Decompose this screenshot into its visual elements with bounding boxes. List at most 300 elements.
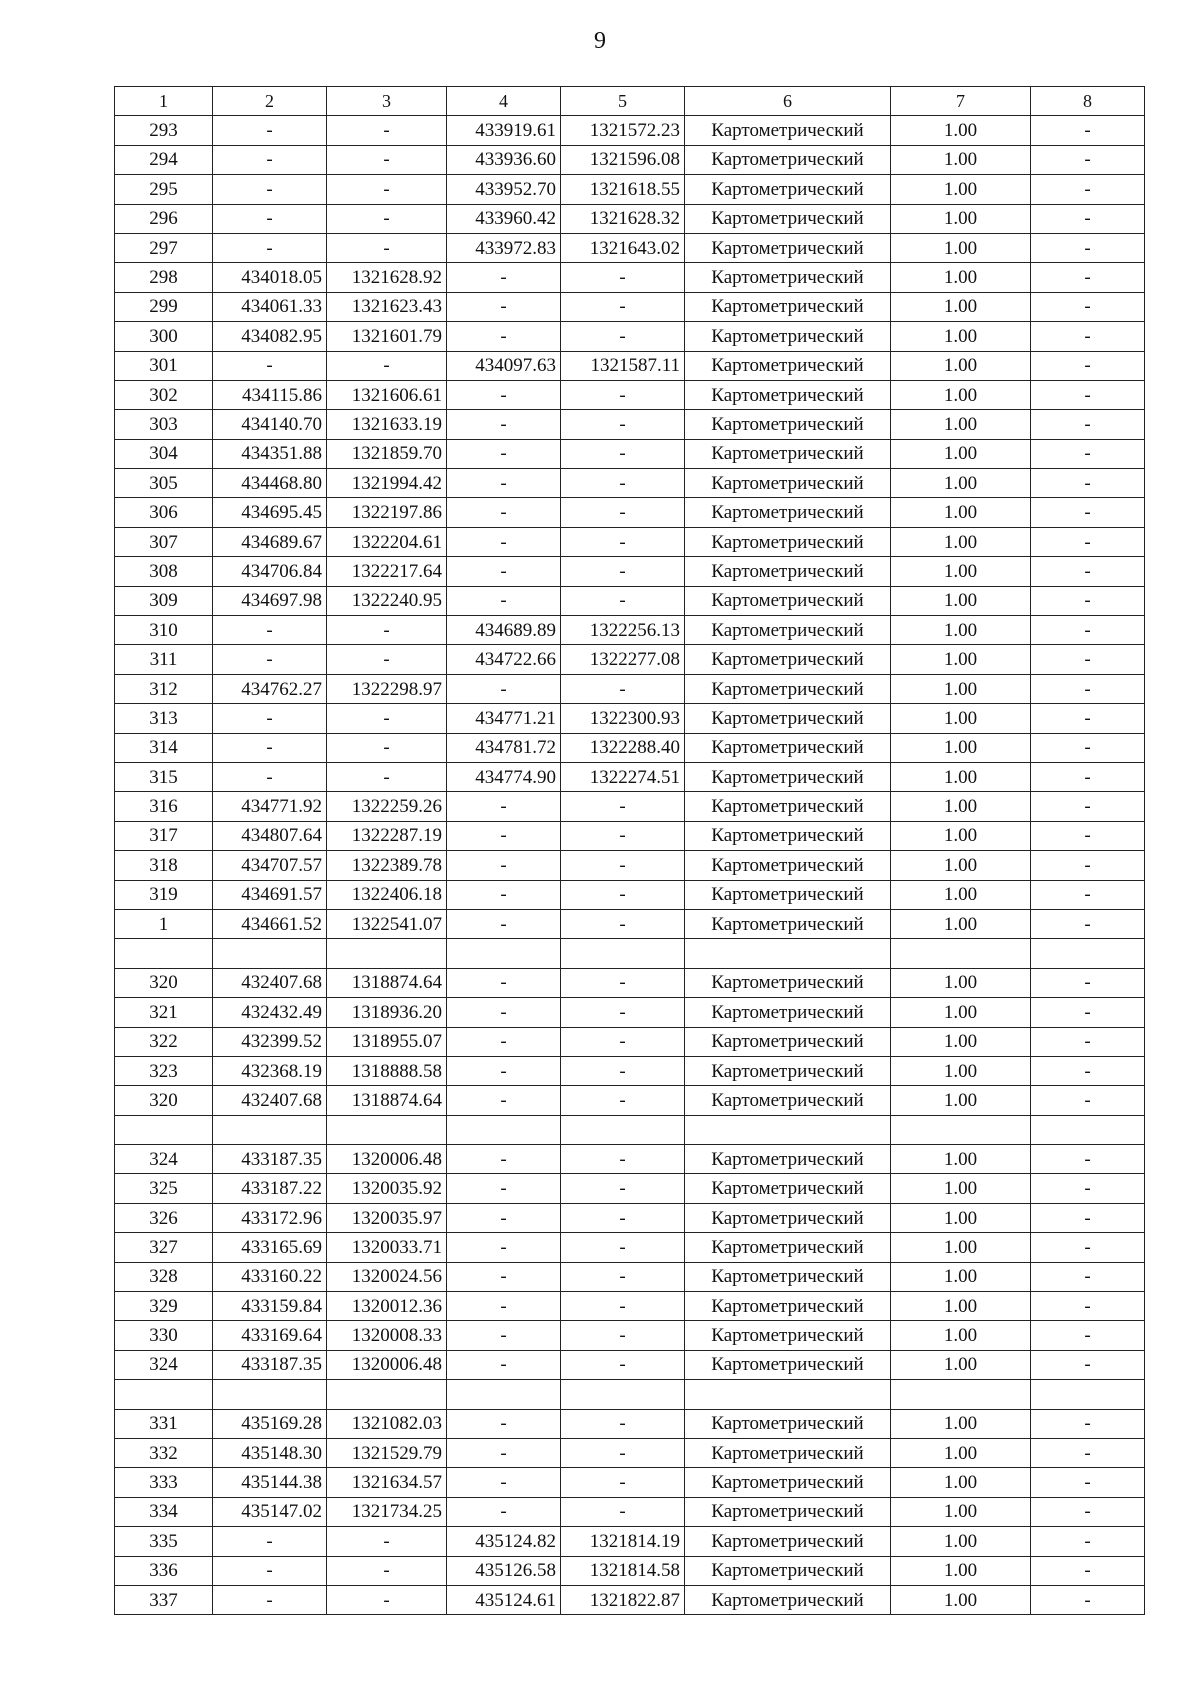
x-coordinate-cell: -: [213, 145, 327, 174]
x-coordinate-alt-cell: 433936.60: [447, 145, 561, 174]
point-number-cell: 300: [115, 322, 213, 351]
y-coordinate-cell: 1321623.43: [327, 292, 447, 321]
y-coordinate-cell: 1320035.97: [327, 1203, 447, 1232]
x-coordinate-alt-cell: -: [447, 263, 561, 292]
y-coordinate-cell: 1320033.71: [327, 1233, 447, 1262]
method-cell: Картометрический: [685, 292, 891, 321]
x-coordinate-alt-cell: -: [447, 1409, 561, 1438]
accuracy-cell: 1.00: [891, 1409, 1031, 1438]
note-cell: -: [1031, 439, 1145, 468]
y-coordinate-alt-cell: 1321814.58: [561, 1556, 685, 1585]
table-row: [115, 968, 1145, 997]
y-coordinate-alt-cell: -: [561, 1086, 685, 1115]
x-coordinate-cell: 434140.70: [213, 410, 327, 439]
note-cell: -: [1031, 821, 1145, 850]
note-cell: [1031, 1380, 1145, 1409]
note-cell: -: [1031, 1556, 1145, 1585]
y-coordinate-alt-cell: -: [561, 880, 685, 909]
x-coordinate-cell: 434018.05: [213, 263, 327, 292]
y-coordinate-cell: -: [327, 733, 447, 762]
accuracy-cell: 1.00: [891, 792, 1031, 821]
x-coordinate-alt-cell: -: [447, 557, 561, 586]
y-coordinate-cell: [327, 939, 447, 968]
header-cell: 7: [891, 87, 1031, 116]
note-cell: -: [1031, 498, 1145, 527]
note-cell: -: [1031, 586, 1145, 615]
y-coordinate-cell: 1322240.95: [327, 586, 447, 615]
point-number-cell: 335: [115, 1527, 213, 1556]
table-row: [115, 1115, 1145, 1144]
method-cell: Картометрический: [685, 1262, 891, 1291]
accuracy-cell: 1.00: [891, 498, 1031, 527]
y-coordinate-alt-cell: -: [561, 498, 685, 527]
point-number-cell: 332: [115, 1438, 213, 1467]
note-cell: -: [1031, 1350, 1145, 1379]
x-coordinate-alt-cell: 435124.61: [447, 1585, 561, 1614]
table-row: [115, 1174, 1145, 1203]
y-coordinate-alt-cell: 1321643.02: [561, 233, 685, 262]
method-cell: Картометрический: [685, 733, 891, 762]
y-coordinate-alt-cell: 1322256.13: [561, 616, 685, 645]
y-coordinate-alt-cell: -: [561, 1321, 685, 1350]
x-coordinate-alt-cell: -: [447, 1292, 561, 1321]
x-coordinate-cell: 433187.22: [213, 1174, 327, 1203]
y-coordinate-alt-cell: 1322288.40: [561, 733, 685, 762]
note-cell: -: [1031, 1086, 1145, 1115]
header-cell: 5: [561, 87, 685, 116]
point-number-cell: 298: [115, 263, 213, 292]
note-cell: -: [1031, 1262, 1145, 1291]
y-coordinate-alt-cell: 1321822.87: [561, 1585, 685, 1614]
note-cell: -: [1031, 1292, 1145, 1321]
point-number-cell: 304: [115, 439, 213, 468]
accuracy-cell: 1.00: [891, 968, 1031, 997]
method-cell: [685, 939, 891, 968]
point-number-cell: 296: [115, 204, 213, 233]
y-coordinate-cell: 1320012.36: [327, 1292, 447, 1321]
accuracy-cell: [891, 939, 1031, 968]
y-coordinate-cell: 1322298.97: [327, 674, 447, 703]
y-coordinate-cell: -: [327, 204, 447, 233]
x-coordinate-cell: 432399.52: [213, 1027, 327, 1056]
table-row: [115, 1086, 1145, 1115]
y-coordinate-alt-cell: -: [561, 674, 685, 703]
y-coordinate-alt-cell: -: [561, 1497, 685, 1526]
method-cell: Картометрический: [685, 1056, 891, 1085]
x-coordinate-alt-cell: [447, 939, 561, 968]
point-number-cell: 293: [115, 116, 213, 145]
y-coordinate-cell: 1321529.79: [327, 1438, 447, 1467]
accuracy-cell: 1.00: [891, 175, 1031, 204]
x-coordinate-alt-cell: -: [447, 968, 561, 997]
x-coordinate-alt-cell: -: [447, 674, 561, 703]
x-coordinate-cell: 433159.84: [213, 1292, 327, 1321]
x-coordinate-cell: 434807.64: [213, 821, 327, 850]
y-coordinate-cell: -: [327, 1527, 447, 1556]
y-coordinate-cell: 1321994.42: [327, 469, 447, 498]
y-coordinate-cell: -: [327, 145, 447, 174]
y-coordinate-alt-cell: 1321618.55: [561, 175, 685, 204]
accuracy-cell: [891, 1380, 1031, 1409]
x-coordinate-cell: -: [213, 645, 327, 674]
y-coordinate-cell: 1321628.92: [327, 263, 447, 292]
note-cell: -: [1031, 968, 1145, 997]
accuracy-cell: 1.00: [891, 527, 1031, 556]
point-number-cell: 320: [115, 968, 213, 997]
y-coordinate-cell: 1320035.92: [327, 1174, 447, 1203]
note-cell: -: [1031, 616, 1145, 645]
x-coordinate-cell: -: [213, 704, 327, 733]
method-cell: Картометрический: [685, 762, 891, 791]
note-cell: -: [1031, 909, 1145, 938]
accuracy-cell: 1.00: [891, 1556, 1031, 1585]
x-coordinate-cell: -: [213, 733, 327, 762]
y-coordinate-cell: 1322259.26: [327, 792, 447, 821]
note-cell: [1031, 939, 1145, 968]
method-cell: Картометрический: [685, 380, 891, 409]
x-coordinate-cell: 432407.68: [213, 968, 327, 997]
table-row: [115, 1350, 1145, 1379]
x-coordinate-cell: 433172.96: [213, 1203, 327, 1232]
header-cell: 8: [1031, 87, 1145, 116]
method-cell: Картометрический: [685, 1527, 891, 1556]
y-coordinate-cell: 1322406.18: [327, 880, 447, 909]
point-number-cell: 337: [115, 1585, 213, 1614]
point-number-cell: 333: [115, 1468, 213, 1497]
y-coordinate-cell: -: [327, 233, 447, 262]
y-coordinate-cell: 1318874.64: [327, 968, 447, 997]
point-number-cell: 312: [115, 674, 213, 703]
table-row: [115, 1438, 1145, 1467]
y-coordinate-cell: 1320024.56: [327, 1262, 447, 1291]
method-cell: Картометрический: [685, 792, 891, 821]
x-coordinate-cell: 434468.80: [213, 469, 327, 498]
method-cell: Картометрический: [685, 616, 891, 645]
note-cell: -: [1031, 1027, 1145, 1056]
x-coordinate-alt-cell: -: [447, 322, 561, 351]
table-row: [115, 1468, 1145, 1497]
point-number-cell: 328: [115, 1262, 213, 1291]
point-number-cell: 297: [115, 233, 213, 262]
point-number-cell: 325: [115, 1174, 213, 1203]
y-coordinate-cell: -: [327, 351, 447, 380]
x-coordinate-cell: -: [213, 762, 327, 791]
point-number-cell: 294: [115, 145, 213, 174]
table-row: [115, 674, 1145, 703]
y-coordinate-cell: 1322541.07: [327, 909, 447, 938]
x-coordinate-alt-cell: -: [447, 439, 561, 468]
accuracy-cell: 1.00: [891, 762, 1031, 791]
x-coordinate-cell: -: [213, 616, 327, 645]
y-coordinate-cell: 1322217.64: [327, 557, 447, 586]
accuracy-cell: 1.00: [891, 1438, 1031, 1467]
table-row: [115, 1585, 1145, 1614]
method-cell: Картометрический: [685, 821, 891, 850]
x-coordinate-cell: 434771.92: [213, 792, 327, 821]
x-coordinate-cell: 435148.30: [213, 1438, 327, 1467]
accuracy-cell: 1.00: [891, 1497, 1031, 1526]
method-cell: Картометрический: [685, 557, 891, 586]
y-coordinate-cell: 1322287.19: [327, 821, 447, 850]
note-cell: -: [1031, 145, 1145, 174]
accuracy-cell: 1.00: [891, 616, 1031, 645]
note-cell: -: [1031, 1409, 1145, 1438]
method-cell: Картометрический: [685, 851, 891, 880]
y-coordinate-cell: -: [327, 175, 447, 204]
y-coordinate-alt-cell: 1321596.08: [561, 145, 685, 174]
accuracy-cell: 1.00: [891, 1527, 1031, 1556]
y-coordinate-alt-cell: -: [561, 1174, 685, 1203]
y-coordinate-cell: 1322204.61: [327, 527, 447, 556]
y-coordinate-cell: 1320006.48: [327, 1145, 447, 1174]
note-cell: -: [1031, 1438, 1145, 1467]
y-coordinate-alt-cell: -: [561, 1438, 685, 1467]
x-coordinate-alt-cell: -: [447, 498, 561, 527]
table-row: [115, 586, 1145, 615]
method-cell: Картометрический: [685, 1556, 891, 1585]
x-coordinate-alt-cell: 434771.21: [447, 704, 561, 733]
y-coordinate-alt-cell: [561, 1380, 685, 1409]
y-coordinate-alt-cell: 1322277.08: [561, 645, 685, 674]
x-coordinate-cell: -: [213, 1527, 327, 1556]
y-coordinate-alt-cell: -: [561, 1350, 685, 1379]
table-row: [115, 351, 1145, 380]
x-coordinate-alt-cell: -: [447, 880, 561, 909]
accuracy-cell: 1.00: [891, 145, 1031, 174]
x-coordinate-cell: 434082.95: [213, 322, 327, 351]
y-coordinate-alt-cell: -: [561, 998, 685, 1027]
x-coordinate-alt-cell: -: [447, 1174, 561, 1203]
y-coordinate-alt-cell: -: [561, 263, 685, 292]
x-coordinate-cell: -: [213, 204, 327, 233]
note-cell: -: [1031, 1174, 1145, 1203]
point-number-cell: 327: [115, 1233, 213, 1262]
accuracy-cell: 1.00: [891, 263, 1031, 292]
x-coordinate-alt-cell: -: [447, 1027, 561, 1056]
y-coordinate-cell: 1322389.78: [327, 851, 447, 880]
y-coordinate-alt-cell: -: [561, 527, 685, 556]
y-coordinate-alt-cell: -: [561, 851, 685, 880]
x-coordinate-alt-cell: -: [447, 1321, 561, 1350]
accuracy-cell: 1.00: [891, 1203, 1031, 1232]
method-cell: Картометрический: [685, 1027, 891, 1056]
point-number-cell: 316: [115, 792, 213, 821]
method-cell: Картометрический: [685, 233, 891, 262]
point-number-cell: 305: [115, 469, 213, 498]
table-row: [115, 880, 1145, 909]
method-cell: Картометрический: [685, 1145, 891, 1174]
table-row: [115, 733, 1145, 762]
method-cell: Картометрический: [685, 1497, 891, 1526]
point-number-cell: 331: [115, 1409, 213, 1438]
y-coordinate-alt-cell: -: [561, 1409, 685, 1438]
note-cell: -: [1031, 880, 1145, 909]
point-number-cell: [115, 1380, 213, 1409]
y-coordinate-alt-cell: [561, 1115, 685, 1144]
accuracy-cell: 1.00: [891, 1027, 1031, 1056]
accuracy-cell: 1.00: [891, 733, 1031, 762]
x-coordinate-cell: -: [213, 116, 327, 145]
x-coordinate-alt-cell: 434774.90: [447, 762, 561, 791]
x-coordinate-alt-cell: -: [447, 410, 561, 439]
y-coordinate-alt-cell: 1321572.23: [561, 116, 685, 145]
method-cell: Картометрический: [685, 674, 891, 703]
point-number-cell: 323: [115, 1056, 213, 1085]
x-coordinate-alt-cell: -: [447, 1497, 561, 1526]
note-cell: -: [1031, 733, 1145, 762]
table-row: [115, 1497, 1145, 1526]
x-coordinate-cell: 432368.19: [213, 1056, 327, 1085]
table-row: [115, 1409, 1145, 1438]
note-cell: -: [1031, 204, 1145, 233]
y-coordinate-alt-cell: 1321814.19: [561, 1527, 685, 1556]
accuracy-cell: 1.00: [891, 1585, 1031, 1614]
x-coordinate-cell: 435147.02: [213, 1497, 327, 1526]
point-number-cell: 322: [115, 1027, 213, 1056]
table-row: [115, 1556, 1145, 1585]
y-coordinate-alt-cell: -: [561, 380, 685, 409]
table-row: [115, 498, 1145, 527]
y-coordinate-alt-cell: -: [561, 821, 685, 850]
method-cell: Картометрический: [685, 469, 891, 498]
x-coordinate-alt-cell: 434722.66: [447, 645, 561, 674]
note-cell: -: [1031, 557, 1145, 586]
x-coordinate-alt-cell: 434781.72: [447, 733, 561, 762]
table-row: [115, 704, 1145, 733]
method-cell: Картометрический: [685, 351, 891, 380]
table-row: [115, 616, 1145, 645]
note-cell: -: [1031, 762, 1145, 791]
point-number-cell: 311: [115, 645, 213, 674]
accuracy-cell: 1.00: [891, 1233, 1031, 1262]
note-cell: -: [1031, 998, 1145, 1027]
x-coordinate-cell: -: [213, 1556, 327, 1585]
note-cell: -: [1031, 1497, 1145, 1526]
y-coordinate-alt-cell: 1322300.93: [561, 704, 685, 733]
table-row: [115, 909, 1145, 938]
note-cell: -: [1031, 1145, 1145, 1174]
note-cell: -: [1031, 410, 1145, 439]
table-row: [115, 1056, 1145, 1085]
point-number-cell: 303: [115, 410, 213, 439]
table-row: [115, 821, 1145, 850]
note-cell: -: [1031, 116, 1145, 145]
note-cell: -: [1031, 792, 1145, 821]
table-row: [115, 322, 1145, 351]
point-number-cell: 313: [115, 704, 213, 733]
x-coordinate-cell: [213, 1115, 327, 1144]
y-coordinate-cell: 1318874.64: [327, 1086, 447, 1115]
accuracy-cell: 1.00: [891, 410, 1031, 439]
method-cell: Картометрический: [685, 968, 891, 997]
point-number-cell: 326: [115, 1203, 213, 1232]
x-coordinate-cell: 434707.57: [213, 851, 327, 880]
note-cell: -: [1031, 322, 1145, 351]
y-coordinate-alt-cell: -: [561, 469, 685, 498]
table-row: [115, 233, 1145, 262]
note-cell: -: [1031, 469, 1145, 498]
table-row: [115, 645, 1145, 674]
method-cell: Картометрический: [685, 1203, 891, 1232]
x-coordinate-alt-cell: 433960.42: [447, 204, 561, 233]
note-cell: -: [1031, 1203, 1145, 1232]
y-coordinate-cell: -: [327, 1585, 447, 1614]
point-number-cell: 330: [115, 1321, 213, 1350]
y-coordinate-alt-cell: -: [561, 1056, 685, 1085]
x-coordinate-cell: 433169.64: [213, 1321, 327, 1350]
table-header-row: [115, 87, 1145, 116]
table-row: [115, 439, 1145, 468]
note-cell: [1031, 1115, 1145, 1144]
accuracy-cell: 1.00: [891, 469, 1031, 498]
note-cell: -: [1031, 380, 1145, 409]
accuracy-cell: 1.00: [891, 1174, 1031, 1203]
method-cell: Картометрический: [685, 527, 891, 556]
accuracy-cell: 1.00: [891, 1145, 1031, 1174]
y-coordinate-alt-cell: -: [561, 1145, 685, 1174]
method-cell: Картометрический: [685, 586, 891, 615]
y-coordinate-alt-cell: -: [561, 909, 685, 938]
table-row: [115, 204, 1145, 233]
point-number-cell: 314: [115, 733, 213, 762]
point-number-cell: 301: [115, 351, 213, 380]
x-coordinate-cell: 434115.86: [213, 380, 327, 409]
point-number-cell: 1: [115, 909, 213, 938]
header-cell: 1: [115, 87, 213, 116]
x-coordinate-cell: 434706.84: [213, 557, 327, 586]
page-number: 9: [594, 28, 606, 54]
x-coordinate-alt-cell: -: [447, 586, 561, 615]
table-row: [115, 1527, 1145, 1556]
table-row: [115, 1321, 1145, 1350]
x-coordinate-alt-cell: -: [447, 998, 561, 1027]
x-coordinate-alt-cell: -: [447, 1262, 561, 1291]
y-coordinate-cell: 1321633.19: [327, 410, 447, 439]
accuracy-cell: 1.00: [891, 1086, 1031, 1115]
y-coordinate-cell: 1321734.25: [327, 1497, 447, 1526]
note-cell: -: [1031, 527, 1145, 556]
x-coordinate-alt-cell: -: [447, 469, 561, 498]
y-coordinate-alt-cell: [561, 939, 685, 968]
y-coordinate-cell: [327, 1380, 447, 1409]
table-body: [115, 87, 1145, 1615]
table-row: [115, 1027, 1145, 1056]
point-number-cell: 318: [115, 851, 213, 880]
y-coordinate-alt-cell: -: [561, 1292, 685, 1321]
point-number-cell: 317: [115, 821, 213, 850]
x-coordinate-alt-cell: -: [447, 527, 561, 556]
x-coordinate-alt-cell: 433972.83: [447, 233, 561, 262]
y-coordinate-cell: 1320008.33: [327, 1321, 447, 1350]
point-number-cell: 299: [115, 292, 213, 321]
point-number-cell: 324: [115, 1145, 213, 1174]
x-coordinate-cell: 432407.68: [213, 1086, 327, 1115]
method-cell: Картометрический: [685, 1585, 891, 1614]
x-coordinate-cell: 435144.38: [213, 1468, 327, 1497]
y-coordinate-cell: [327, 1115, 447, 1144]
method-cell: Картометрический: [685, 880, 891, 909]
point-number-cell: [115, 1115, 213, 1144]
accuracy-cell: 1.00: [891, 116, 1031, 145]
method-cell: Картометрический: [685, 322, 891, 351]
x-coordinate-alt-cell: 435124.82: [447, 1527, 561, 1556]
accuracy-cell: 1.00: [891, 704, 1031, 733]
method-cell: Картометрический: [685, 1350, 891, 1379]
point-number-cell: 302: [115, 380, 213, 409]
x-coordinate-cell: -: [213, 175, 327, 204]
y-coordinate-cell: 1321082.03: [327, 1409, 447, 1438]
y-coordinate-cell: -: [327, 762, 447, 791]
